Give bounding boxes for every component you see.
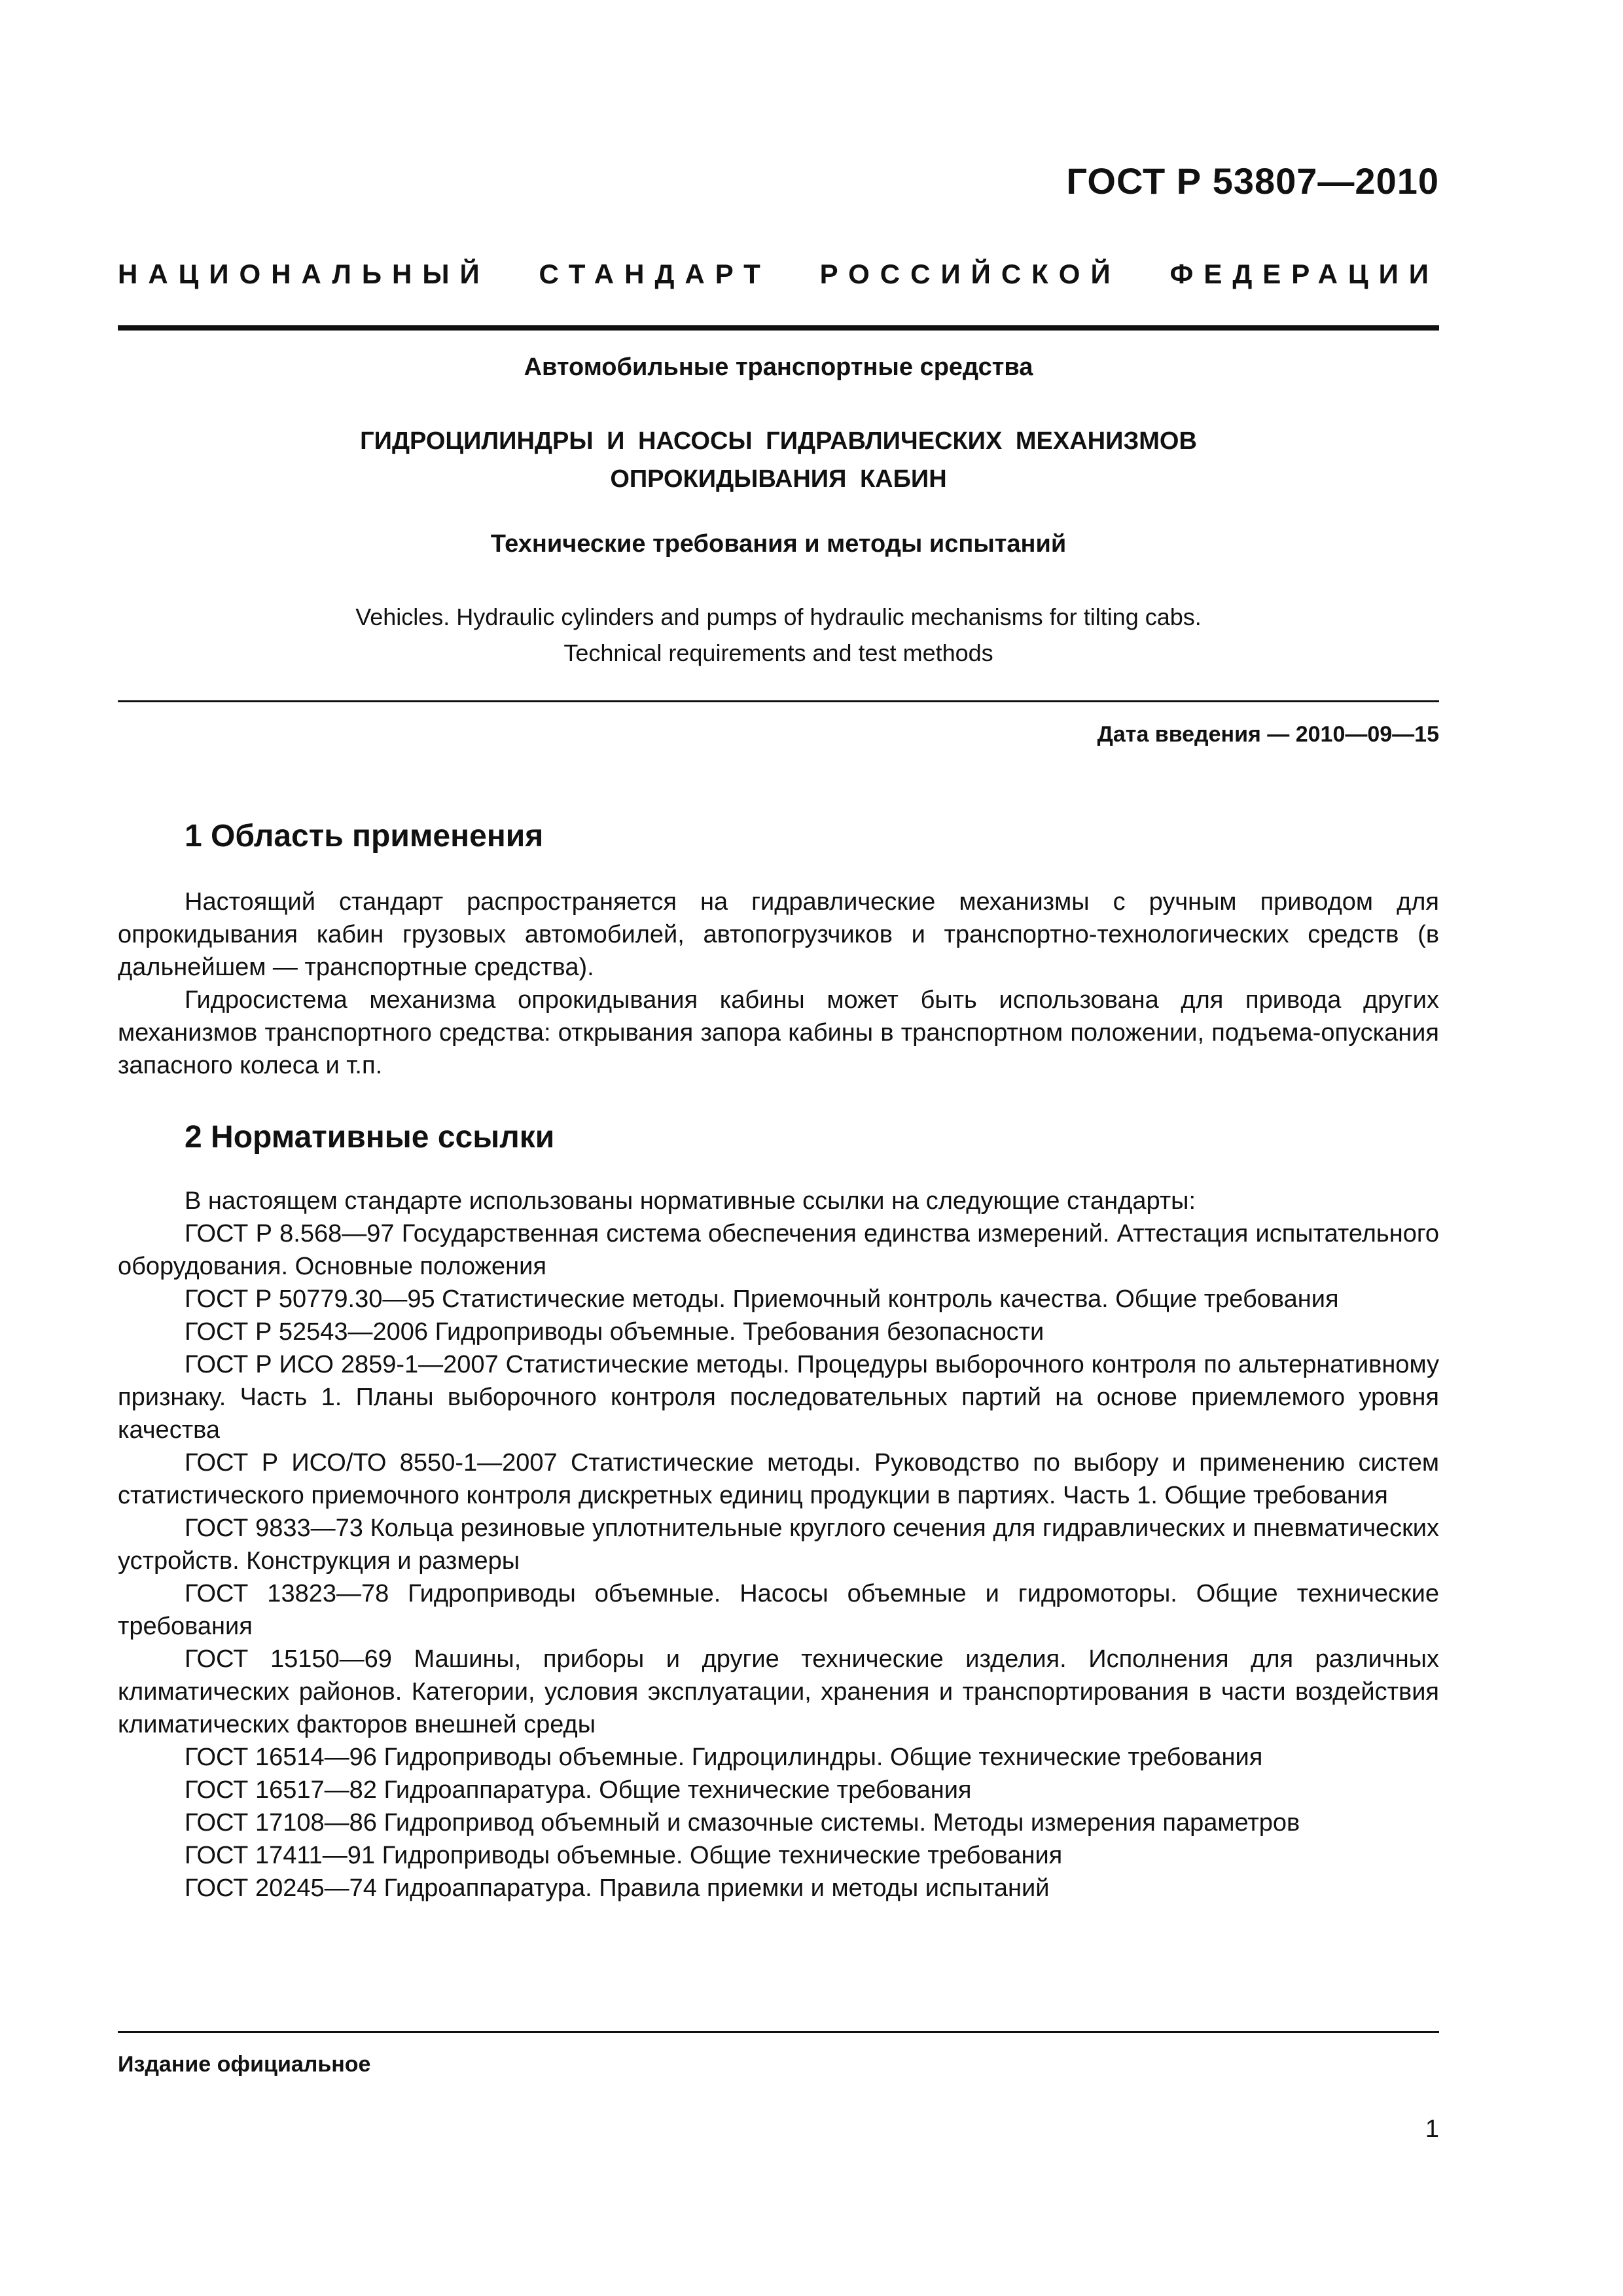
section-heading: 1 Область применения [185,819,544,853]
reference-item: ГОСТ Р 52543—2006 Гидроприводы объемные. Требования безопасности [185,1318,1044,1346]
reference-item: ГОСТ 16517—82 Гидроаппаратура. Общие технические требования [185,1776,972,1804]
english-title-line: Vehicles. Hydraulic cylinders and pumps of hydraulic mechanisms for tilting cabs. [355,603,1202,630]
title-divider [118,700,1439,702]
banner-word: СТАНДАРТ [539,259,771,289]
english-title-line: Technical requirements and test methods [563,639,993,666]
document-number: ГОСТ Р 53807—2010 [1066,160,1439,202]
reference-item: ГОСТ Р 50779.30—95 Статистические методы. Приемочный контроль качества. Общие требования [185,1285,1339,1313]
document-subtitle: Технические требования и методы испытаний [490,530,1067,558]
section-heading: 2 Нормативные ссылки [185,1120,555,1155]
banner-word: ФЕДЕРАЦИИ [1169,259,1439,289]
banner-word: НАЦИОНАЛЬНЫЙ [118,259,490,289]
paragraph: Гидросистема механизма опрокидывания кабины может быть использована для привода других механизмов транспортного средства: открывания запора кабины в транспортном положении, подъема-опускания запасного колеса и т.п. [118,986,1439,1079]
reference-item: ГОСТ 9833—73 Кольца резиновые уплотнительные круглого сечения для гидравлических и пневматических устройств. Конструкция и размеры [118,1515,1439,1575]
national-standard-banner [118,259,1439,290]
reference-item: ГОСТ 13823—78 Гидроприводы объемные. Насосы объемные и гидромоторы. Общие технические требования [118,1580,1439,1640]
reference-item: ГОСТ Р ИСО/ТО 8550-1—2007 Статистические методы. Руководство по выбору и применению систем статистического приемочного контроля дискретных единиц продукции в партиях. Часть 1. Общие требования [118,1449,1439,1509]
header-divider [118,325,1439,331]
paragraph: В настоящем стандарте использованы нормативные ссылки на следующие стандарты: [185,1187,1196,1215]
reference-item: ГОСТ Р ИСО 2859-1—2007 Статистические методы. Процедуры выборочного контроля по альтернативному признаку. Часть 1. Планы выборочного контроля последовательных партий на основе приемлемого уровня качества [118,1351,1439,1444]
title-line: ГИДРОЦИЛИНДРЫ И НАСОСЫ ГИДРАВЛИЧЕСКИХ МЕХАНИЗМОВ [360,427,1197,455]
document-title [118,422,1439,498]
official-edition-label: Издание официальное [118,2052,371,2077]
footer-divider [118,2031,1439,2033]
reference-item: ГОСТ 20245—74 Гидроаппаратура. Правила приемки и методы испытаний [185,1874,1050,1902]
title-line: ОПРОКИДЫВАНИЯ КАБИН [610,465,947,493]
reference-item: ГОСТ Р 8.568—97 Государственная система обеспечения единства измерений. Аттестация испытательного оборудования. Основные положения [118,1220,1439,1280]
introduction-date: Дата введения — 2010—09—15 [1097,722,1439,747]
english-title [118,599,1439,671]
section-body [118,1185,1439,1905]
title-category: Автомобильные транспортные средства [524,353,1033,381]
reference-item: ГОСТ 17411—91 Гидроприводы объемные. Общие технические требования [185,1842,1063,1869]
page-number: 1 [1425,2115,1439,2143]
paragraph: Настоящий стандарт распространяется на гидравлические механизмы с ручным приводом для опрокидывания кабин грузовых автомобилей, автопогрузчиков и транспортно-технологических средств (в дальнейшем — транспортные средства). [118,888,1439,981]
banner-word: РОССИЙСКОЙ [819,259,1121,289]
section-body [118,886,1439,1082]
reference-item: ГОСТ 15150—69 Машины, приборы и другие технические изделия. Исполнения для различных климатических районов. Категории, условия эксплуатации, хранения и транспортирования в части воздействия климатических факторов внешней среды [118,1645,1439,1738]
reference-item: ГОСТ 17108—86 Гидропривод объемный и смазочные системы. Методы измерения параметров [185,1809,1300,1837]
reference-item: ГОСТ 16514—96 Гидроприводы объемные. Гидроцилиндры. Общие технические требования [185,1744,1263,1771]
